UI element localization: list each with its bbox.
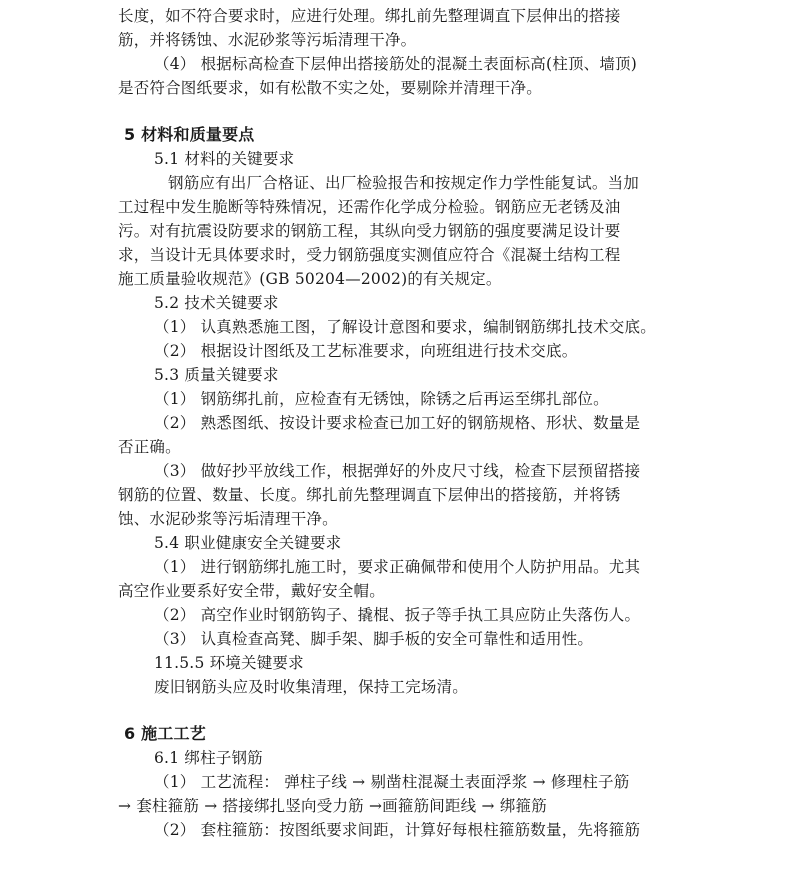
body-text-line: 蚀、水泥砂浆等污垢清理干净。 — [118, 510, 338, 528]
subsection-heading-5-2: 5.2 技术关键要求 — [154, 294, 279, 312]
list-item-text: （4） 根据标高检查下层伸出搭接筋处的混凝土表面标高(柱顶、墙顶) — [154, 55, 637, 73]
subsection-heading-5-3: 5.3 质量关键要求 — [154, 366, 279, 384]
list-item-text: （2） 套柱箍筋：按图纸要求间距，计算好每根柱箍筋数量，先将箍筋 — [154, 821, 641, 839]
list-item-text: （1） 钢筋绑扎前，应检查有无锈蚀，除锈之后再运至绑扎部位。 — [154, 390, 609, 408]
body-text-line: 是否符合图纸要求，如有松散不实之处，要剔除并清理干净。 — [118, 79, 542, 97]
body-text-line: 筋，并将锈蚀、水泥砂浆等污垢清理干净。 — [118, 31, 417, 49]
list-item-text: （3） 做好抄平放线工作，根据弹好的外皮尺寸线，检查下层预留搭接 — [154, 462, 641, 480]
list-item-text: （1） 工艺流程： 弹柱子线 → 剔凿柱混凝土表面浮浆 → 修理柱子筋 — [154, 773, 630, 791]
body-text-line: 求，当设计无具体要求时，受力钢筋强度实测值应符合《混凝土结构工程 — [118, 246, 621, 264]
list-item-text: （2） 根据设计图纸及工艺标准要求，向班组进行技术交底。 — [154, 342, 578, 360]
body-text-line: 长度，如不符合要求时，应进行处理。绑扎前先整理调直下层伸出的搭接 — [118, 7, 621, 25]
list-item-text: （3） 认真检查高凳、脚手架、脚手板的安全可靠性和适用性。 — [154, 630, 594, 648]
paragraph-text: 钢筋应有出厂合格证、出厂检验报告和按规定作力学性能复试。当加 — [168, 174, 640, 192]
body-text-line: 施工质量验收规范》(GB 50204—2002)的有关规定。 — [118, 270, 502, 288]
body-text-line: 高空作业要系好安全带，戴好安全帽。 — [118, 582, 385, 600]
list-item-text: （1） 进行钢筋绑扎施工时，要求正确佩带和使用个人防护用品。尤其 — [154, 558, 641, 576]
subsection-heading-6-1: 6.1 绑柱子钢筋 — [154, 749, 263, 767]
list-item-text: （2） 高空作业时钢筋钩子、撬棍、扳子等手执工具应防止失落伤人。 — [154, 606, 641, 624]
body-text-line: 工过程中发生脆断等特殊情况，还需作化学成分检验。钢筋应无老锈及油 — [118, 198, 621, 216]
body-text-line: 钢筋的位置、数量、长度。绑扎前先整理调直下层伸出的搭接筋，并将锈 — [118, 486, 621, 504]
section-heading-6: 6 施工工艺 — [124, 724, 206, 743]
paragraph-text: 废旧钢筋头应及时收集清理，保持工完场清。 — [154, 678, 469, 696]
subsection-heading-5-4: 5.4 职业健康安全关键要求 — [154, 534, 342, 552]
body-text-line: → 套柱箍筋 → 搭接绑扎竖向受力筋 →画箍筋间距线 → 绑箍筋 — [118, 797, 547, 815]
list-item-text: （1） 认真熟悉施工图，了解设计意图和要求，编制钢筋绑扎技术交底。 — [154, 318, 656, 336]
subsection-heading-5-5: 11.5.5 环境关键要求 — [154, 654, 304, 672]
body-text-line: 污。对有抗震设防要求的钢筋工程，其纵向受力钢筋的强度要满足设计要 — [118, 222, 621, 240]
body-text-line: 否正确。 — [118, 438, 181, 456]
subsection-heading-5-1: 5.1 材料的关键要求 — [154, 150, 295, 168]
section-heading-5: 5 材料和质量要点 — [124, 125, 255, 144]
list-item-text: （2） 熟悉图纸、按设计要求检查已加工好的钢筋规格、形状、数量是 — [154, 414, 641, 432]
